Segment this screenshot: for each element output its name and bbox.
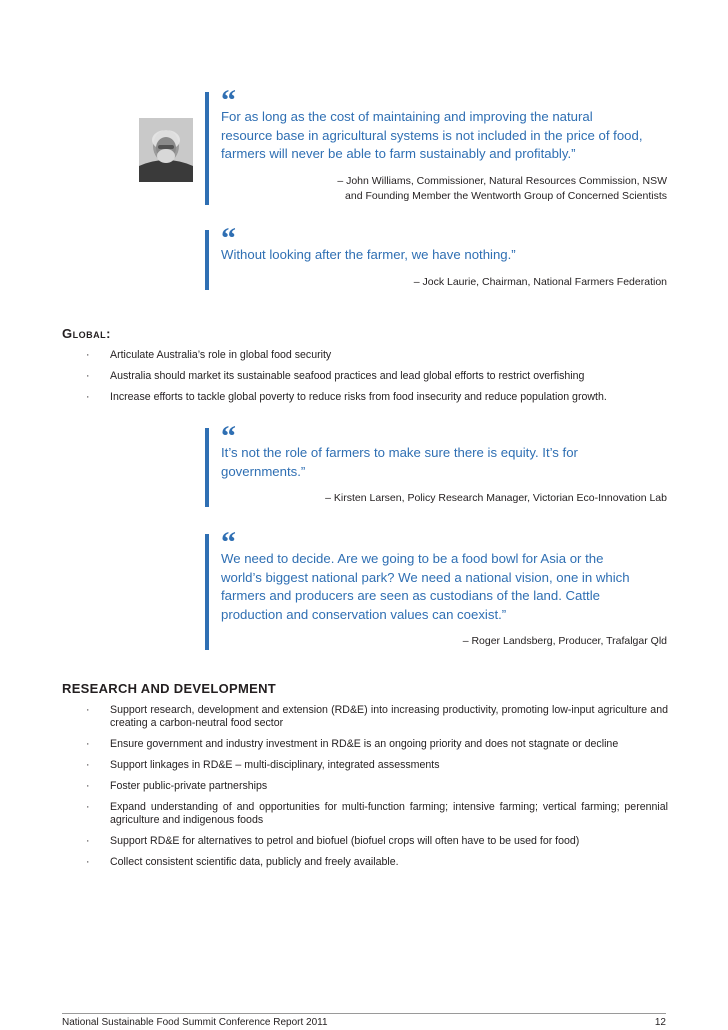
list-item <box>86 370 668 383</box>
list-item <box>86 391 668 404</box>
list-item-text: Support linkages in RD&E – multi-disciplinary, integrated assessments <box>110 759 440 772</box>
footer-report-title: National Sustainable Food Summit Conference Report 2011 <box>62 1017 328 1028</box>
quote-block-landsberg <box>205 526 667 650</box>
list-item <box>86 704 668 731</box>
bullet-dot: · <box>86 780 90 793</box>
list-item <box>86 835 668 848</box>
list-item-text: Foster public-private partnerships <box>110 780 268 793</box>
bullet-dot: · <box>86 759 90 772</box>
list-item-text: Support research, development and extension (RD&E) into increasing productivity, promoting low-input agriculture and creating a carbon-neutral food sector <box>110 704 668 730</box>
bullet-dot: · <box>86 704 90 716</box>
quote-text: It’s not the role of farmers to make sure there is equity. It’s for governments.” <box>221 445 578 479</box>
bullet-dot: · <box>86 801 90 814</box>
portrait-photo <box>139 118 193 182</box>
quote-attribution <box>221 174 667 205</box>
list-item-text: Ensure government and industry investment in RD&E is an ongoing priority and does not stagnate or decline <box>110 738 619 751</box>
quote-mark: “ <box>221 420 236 453</box>
list-item <box>86 780 668 793</box>
quote-mark: “ <box>221 84 236 117</box>
research-list <box>86 704 668 877</box>
list-item-text: Articulate Australia’s role in global food security <box>110 349 332 361</box>
bullet-dot: · <box>86 349 90 361</box>
list-item <box>86 738 668 751</box>
attribution-line: – John Williams, Commissioner, Natural Resources Commission, NSW <box>337 174 667 187</box>
list-item-text: Expand understanding of and opportunities for multi-function farming; intensive farming; vertical farming; perennial agriculture and indigenous foods <box>110 801 668 827</box>
attribution-line: – Jock Laurie, Chairman, National Farmers Federation <box>413 275 667 288</box>
quote-block-laurie <box>205 222 667 290</box>
bullet-dot: · <box>86 390 90 403</box>
quote-attribution <box>221 491 667 507</box>
section-title-research: RESEARCH AND DEVELOPMENT <box>62 681 277 696</box>
quote-block-williams <box>205 84 667 205</box>
quote-attribution <box>221 634 667 650</box>
portrait-image <box>139 118 193 182</box>
bullet-dot: · <box>86 835 90 848</box>
global-list <box>86 349 668 412</box>
list-item-text: Australia should market its sustainable seafood practices and lead global efforts to restrict overfishing <box>110 369 585 382</box>
list-item-text: Support RD&E for alternatives to petrol and biofuel (biofuel crops will often have to be used for food) <box>110 835 580 848</box>
section-title-global: Global: <box>62 326 111 341</box>
quote-mark: “ <box>221 526 236 559</box>
bullet-dot: · <box>86 369 90 382</box>
page-number: 12 <box>654 1017 666 1028</box>
quote-mark: “ <box>221 222 236 255</box>
list-item <box>86 759 668 772</box>
attribution-line: and Founding Member the Wentworth Group of Concerned Scientists <box>345 190 667 202</box>
attribution-line: – Roger Landsberg, Producer, Trafalgar Qld <box>462 635 667 647</box>
list-item-text: Collect consistent scientific data, publicly and freely available. <box>110 856 399 869</box>
quote-text: For as long as the cost of maintaining and improving the natural resource base in agricultural systems is not included in the price of food, farmers will never be able to farm sustainably and profitably.” <box>221 109 643 161</box>
footer-divider <box>62 1013 666 1014</box>
list-item <box>86 349 668 362</box>
bullet-dot: · <box>86 738 90 751</box>
list-item <box>86 856 668 869</box>
list-item-text: Increase efforts to tackle global poverty to reduce risks from food insecurity and reduce population growth. <box>110 390 607 403</box>
quote-block-larsen <box>205 420 667 507</box>
attribution-line: – Kirsten Larsen, Policy Research Manager, Victorian Eco-Innovation Lab <box>325 492 667 504</box>
quote-attribution <box>221 275 667 291</box>
quote-text: Without looking after the farmer, we have nothing.” <box>221 247 516 262</box>
quote-text: We need to decide. Are we going to be a food bowl for Asia or the world’s biggest national park? We need a national vision, one in which farmers and producers are seen as custodians of the land. Cattle production and conservation values can coexist.” <box>221 551 630 622</box>
bullet-dot: · <box>86 856 90 869</box>
list-item <box>86 801 668 828</box>
